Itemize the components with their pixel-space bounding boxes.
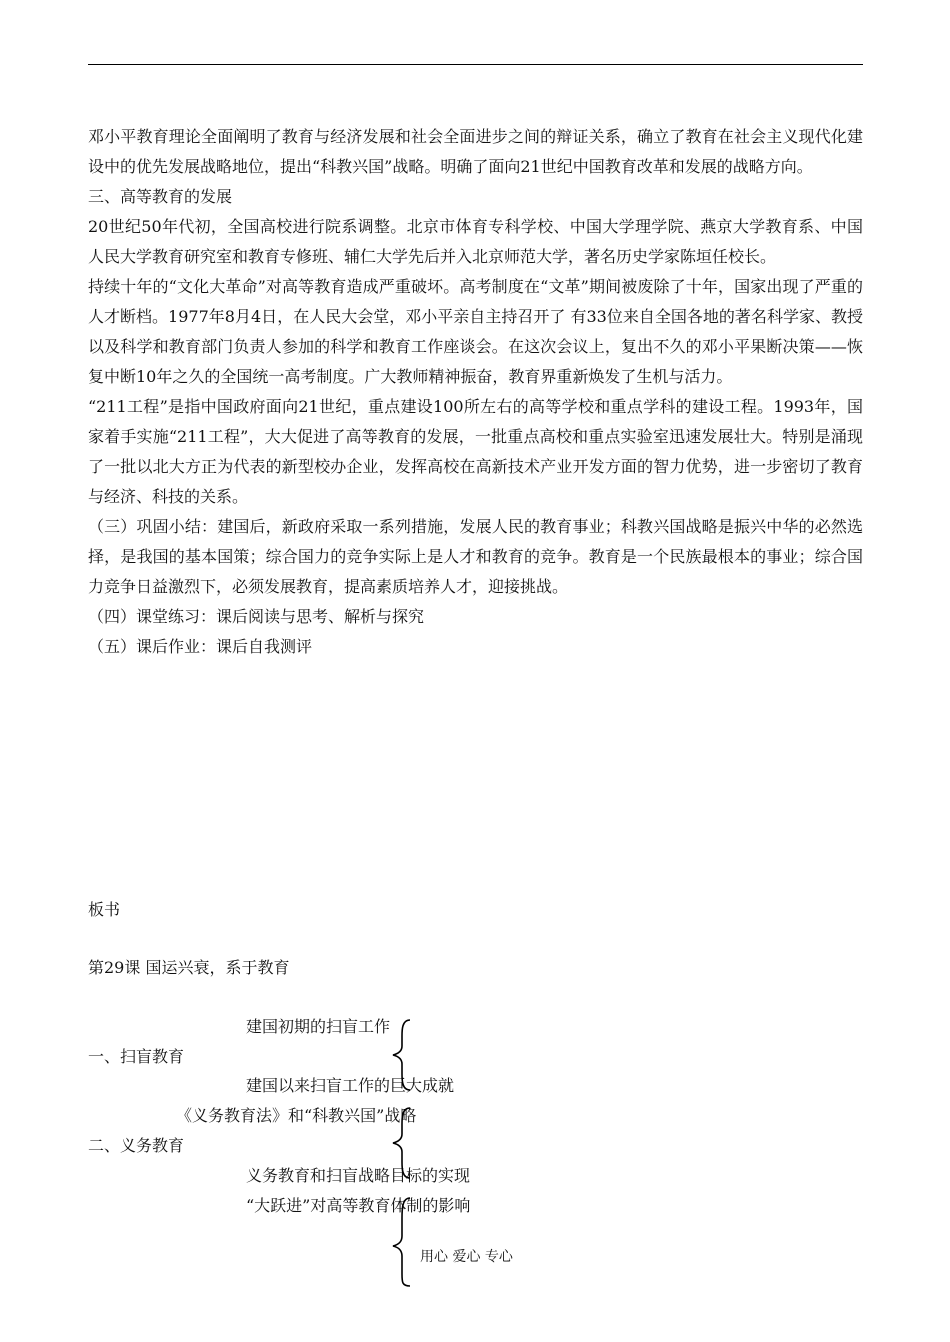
board-item-early-literacy: 建国初期的扫盲工作	[246, 1017, 391, 1036]
paragraph-deng-theory: 邓小平教育理论全面阐明了教育与经济发展和社会全面进步之间的辩证关系，确立了教育在社会主义现代化建设中的优先发展战略地位，提出“科教兴国”战略。明确了面向21世纪中国教育改革和发展的战略方向。	[88, 127, 863, 176]
paragraph-1950s-adjustment: 20世纪50年代初，全国高校进行院系调整。北京市体育专科学校、中国大学理学院、燕京大学教育系、中国人民大学教育研究室和教育专修班、辅仁大学先后并入北京师范大学，著名历史学家陈垣任校长。	[88, 217, 863, 266]
board-item-compulsory-goals: 义务教育和扫盲战略目标的实现	[246, 1166, 471, 1185]
paragraph-classroom-practice: （四）课堂练习：课后阅读与思考、解析与探究	[88, 607, 425, 626]
board-item-compulsory-law: 《义务教育法》和“科教兴国”战略	[176, 1106, 417, 1125]
board-item-literacy-achievements: 建国以来扫盲工作的巨大成就	[246, 1076, 455, 1095]
board-note-motto: 用心 爱心 专心	[420, 1249, 513, 1265]
paragraph-homework: （五）课后作业：课后自我测评	[88, 637, 313, 656]
board-item-great-leap: “大跃进”对高等教育体制的影响	[246, 1196, 471, 1215]
lesson-title: 第29课 国运兴衰，系于教育	[88, 958, 290, 977]
board-section-compulsory: 二、义务教育	[88, 1136, 185, 1155]
board-section-literacy: 一、扫盲教育	[88, 1047, 185, 1066]
paragraph-211-project: “211工程”是指中国政府面向21世纪，重点建设100所左右的高等学校和重点学科的建设工程。1993年，国家着手实施“211工程”，大大促进了高等教育的发展，一批重点高校和重点实验室迅速发展壮大。特别是涌现了一批以北大方正为代表的新型校办企业，发挥高校在高新技术产业开发方面的智力优势，进一步密切了教育与经济、科技的关系。	[88, 397, 863, 506]
body-text	[88, 122, 863, 662]
header-rule	[88, 64, 863, 65]
paragraph-cultural-revolution: 持续十年的“文化大革命”对高等教育造成严重破坏。高考制度在“文革”期间被废除了十年，国家出现了严重的人才断档。1977年8月4日，在人民大会堂，邓小平亲自主持召开了 有33位来自全国各地的著名科学家、教授以及科学和教育部门负责人参加的科学和教育工作座谈会。在这次会议上，复出不久的邓小平果断决策——恢复中断10年之久的全国统一高考制度。广大教师精神振奋，教育界重新焕发了生机与活力。	[88, 277, 863, 386]
section-heading-higher-education: 三、高等教育的发展	[88, 187, 233, 206]
paragraph-summary: （三）巩固小结：建国后，新政府采取一系列措施，发展人民的教育事业；科教兴国战略是振兴中华的必然选择，是我国的基本国策；综合国力的竞争实际上是人才和教育的竞争。教育是一个民族最根本的事业；综合国力竞争日益激烈下，必须发展教育，提高素质培养人才，迎接挑战。	[88, 517, 863, 596]
board-heading: 板书	[88, 900, 121, 919]
